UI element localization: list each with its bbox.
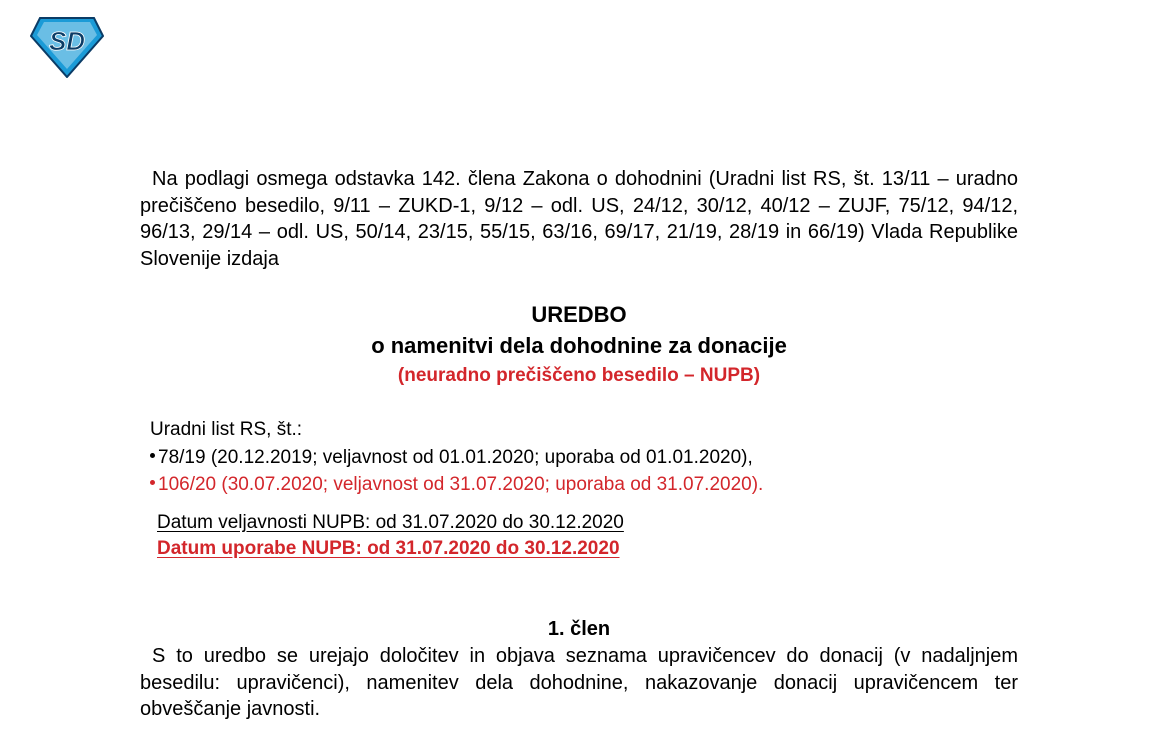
bullet-icon [150, 480, 155, 485]
intro-paragraph: Na podlagi osmega odstavka 142. člena Zakona o dohodnini (Uradni list RS, št. 13/11 – uradno prečiščeno besedilo, 9/11 – ZUKD-1, 9/12 – odl. US, 24/12, 30/12, 40/12 – ZUJF, 75/12, 94/12, 96/13, 29/14 – odl. US, 50/14, 23/15, 55/15, 63/16, 69/17, 21/19, 28/19 in 66/19) Vlada Republike Slovenije izdaja [140, 168, 1018, 270]
gazette-entry [150, 471, 763, 499]
gazette-label: Uradni list RS, št.: [150, 419, 303, 440]
gazette-list [150, 416, 763, 499]
gazette-entry-text: 106/20 (30.07.2020; veljavnost od 31.07.2020; uporaba od 31.07.2020). [158, 474, 764, 495]
article-heading: 1. člen [547, 618, 611, 640]
nupb-dates [157, 510, 624, 562]
gazette-entry-text: 78/19 (20.12.2019; veljavnost od 01.01.2020; uporaba od 01.01.2020), [158, 446, 753, 468]
article-text: S to uredbo se urejajo določitev in objava seznama upravičencev do donacij (v nadaljnjem besedilu: upravičenci), namenitev dela dohodnine, nakazovanje donacij upravičencem ter obveščanje javnosti. [140, 645, 1018, 720]
sd-shield-logo-icon [30, 16, 104, 78]
gazette-entry [150, 444, 763, 472]
bullet-icon [150, 453, 155, 458]
svg-text:SD: SD [48, 26, 86, 56]
application-date: Datum uporabe NUPB: od 31.07.2020 do 30.12.2020 [157, 538, 620, 559]
validity-date: Datum veljavnosti NUPB: od 31.07.2020 do 30.12.2020 [157, 512, 624, 533]
decree-title: UREDBO [531, 302, 627, 327]
nupb-subtitle: (neuradno prečiščeno besedilo – NUPB) [397, 365, 761, 386]
decree-subject: o namenitvi dela dohodnine za donacije [371, 333, 787, 358]
